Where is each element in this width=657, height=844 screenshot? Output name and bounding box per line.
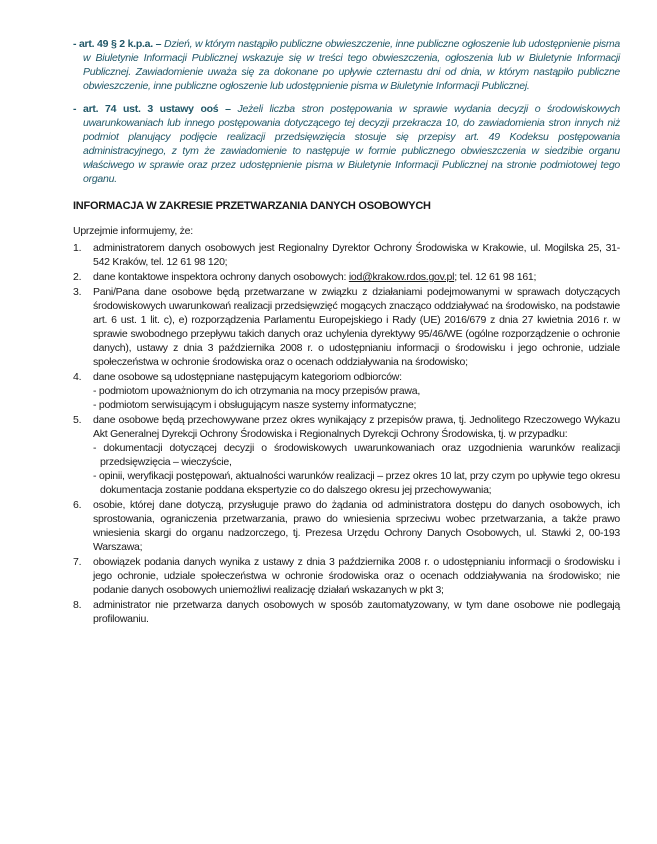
item-text: administratorem danych osobowych jest Regionalny Dyrektor Ochrony Środowiska w Krakowie, ul. Mogilska 25, 31-542 Kraków, tel. 12 61 98 120; xyxy=(93,242,620,268)
legal-note-text: Dzień, w którym nastąpiło publiczne obwieszczenie, inne publiczne ogłoszenie lub udostępnienie pisma w Biuletynie Informacji Publicznej wskazuje się w treści tego obwieszczenia, ogłoszenia lub w Biuletynie Informacji Publicznej. Zawiadomienie uważa się za dokonane po upływie czternastu dni od dnia, w którym nastąpiło publiczne obwieszczenie, inne publiczne ogłoszenie lub udostępnienie pisma w Biuletynie Informacji Publicznej. xyxy=(83,38,620,92)
item-text: ; tel. 12 61 98 161; xyxy=(454,271,537,283)
intro-text: Uprzejmie informujemy, że: xyxy=(73,225,193,237)
legal-note-art-74 xyxy=(73,102,620,186)
item-number: 7. xyxy=(73,556,82,568)
section-heading: INFORMACJA W ZAKRESIE PRZETWARZANIA DANYCH OSOBOWYCH xyxy=(73,200,431,212)
sub-item: - podmiotom serwisującym i obsługującym nasze systemy informatyczne; xyxy=(93,399,417,411)
item-text: osobie, której dane dotyczą, przysługuje prawo do żądania od administratora dostępu do danych osobowych, ich sprostowania, ograniczenia przetwarzania, prawo do wniesienia sprzeciwu wobec przetwarzania, a także prawo wniesienia skargi do organu nadzorczego, tj. Prezesa Urzędu Ochrony Danych Osobowych, ul. Stawki 2, 00-193 Warszawa; xyxy=(93,499,620,553)
list-item-5 xyxy=(73,413,620,497)
item-number: 4. xyxy=(73,371,82,383)
item-number: 8. xyxy=(73,599,82,611)
list-item-3 xyxy=(73,285,620,369)
item-text: administrator nie przetwarza danych osobowych w sposób zautomatyzowany, w tym dane osobowe nie podlegają profilowaniu. xyxy=(93,599,620,625)
list-item-8 xyxy=(73,598,620,626)
email-link[interactable]: iod@krakow.rdos.gov.pl xyxy=(348,271,455,283)
item-number: 2. xyxy=(73,271,82,283)
item-number: 5. xyxy=(73,414,82,426)
sub-item: - opinii, weryfikacji postępowań, aktualności warunków realizacji – przez okres 10 lat, przy czym po upływie tego okresu dokumentacja zostanie poddana ekspertyzie co do dalszego okresu jej przechowywania; xyxy=(93,470,620,496)
list-item-4 xyxy=(73,370,620,412)
legal-note-label: - art. 74 ust. 3 ustawy ooś – xyxy=(73,103,231,115)
legal-note-label: - art. 49 § 2 k.p.a. – xyxy=(73,38,162,50)
item-text: dane kontaktowe inspektora ochrony danych osobowych: xyxy=(93,271,349,283)
list-item-7 xyxy=(73,555,620,597)
item-text: dane osobowe są udostępniane następującym kategoriom odbiorców: xyxy=(93,371,402,383)
legal-note-art-49 xyxy=(73,37,620,93)
numbered-list xyxy=(73,241,620,626)
item-number: 3. xyxy=(73,286,82,298)
sub-item: - podmiotom upoważnionym do ich otrzymania na mocy przepisów prawa, xyxy=(93,385,420,397)
item-number: 1. xyxy=(73,242,82,254)
sub-item: - dokumentacji dotyczącej decyzji o środowiskowych uwarunkowaniach oraz uzgodnienia warunków realizacji przedsięwzięcia – wieczyście, xyxy=(93,442,620,468)
item-text: obowiązek podania danych wynika z ustawy z dnia 3 października 2008 r. o udostępnianiu informacji o środowisku i jego ochronie, udziale społeczeństwa w ochronie środowiska oraz o ocenach oddziaływania na środowisko; nie podanie danych osobowych uniemożliwi realizację działań wskazanych w pkt 3; xyxy=(93,556,620,596)
legal-citations-section xyxy=(73,37,620,186)
list-item-6 xyxy=(73,498,620,554)
list-item-1 xyxy=(73,241,620,269)
legal-note-text: Jeżeli liczba stron postępowania w sprawie wydania decyzji o środowiskowych uwarunkowaniach lub innego postępowania dotyczącego tej decyzji przekracza 10, do zawiadomienia stron innych niż podmiot planujący podjęcie realizacji przedsięwzięcia stosuje się przepisy art. 49 Kodeksu postępowania administracyjnego, z tym że zawiadomienie to następuje w formie publicznego obwieszczenia w siedzibie organu właściwego w sprawie oraz przez udostępnienie pisma w Biuletynie Informacji Publicznej na stronie podmiotowej tego organu. xyxy=(83,103,620,185)
list-item-2 xyxy=(73,270,620,284)
item-text: dane osobowe będą przechowywane przez okres wynikający z przepisów prawa, tj. Jednolitego Rzeczowego Wykazu Akt Generalnej Dyrekcji Ochrony Środowiska i Regionalnych Dyrekcji Ochrony Środowiska, tj. w przypadku: xyxy=(93,414,620,440)
item-text: Pani/Pana dane osobowe będą przetwarzane w związku z działaniami podejmowanymi w sprawach dotyczących środowiskowych uwarunkowań realizacji przedsięwzięć mogących znacząco oddziaływać na środowisko, na podstawie art. 6 ust. 1 lit. c), e) rozporządzenia Parlamentu Europejskiego i Rady (UE) 2016/679 z dnia 27 kwietnia 2016 r. w sprawie swobodnego przepływu takich danych oraz uchylenia dyrektywy 95/46/WE (ogólne rozporządzenie o ochronie danych), ustawy z dnia 3 października 2008 r. o udostępnianiu informacji o środowisku i jego ochronie, udziale społeczeństwa w ochronie środowiska oraz o ocenach oddziaływania na środowisko; xyxy=(93,286,620,368)
item-number: 6. xyxy=(73,499,82,511)
